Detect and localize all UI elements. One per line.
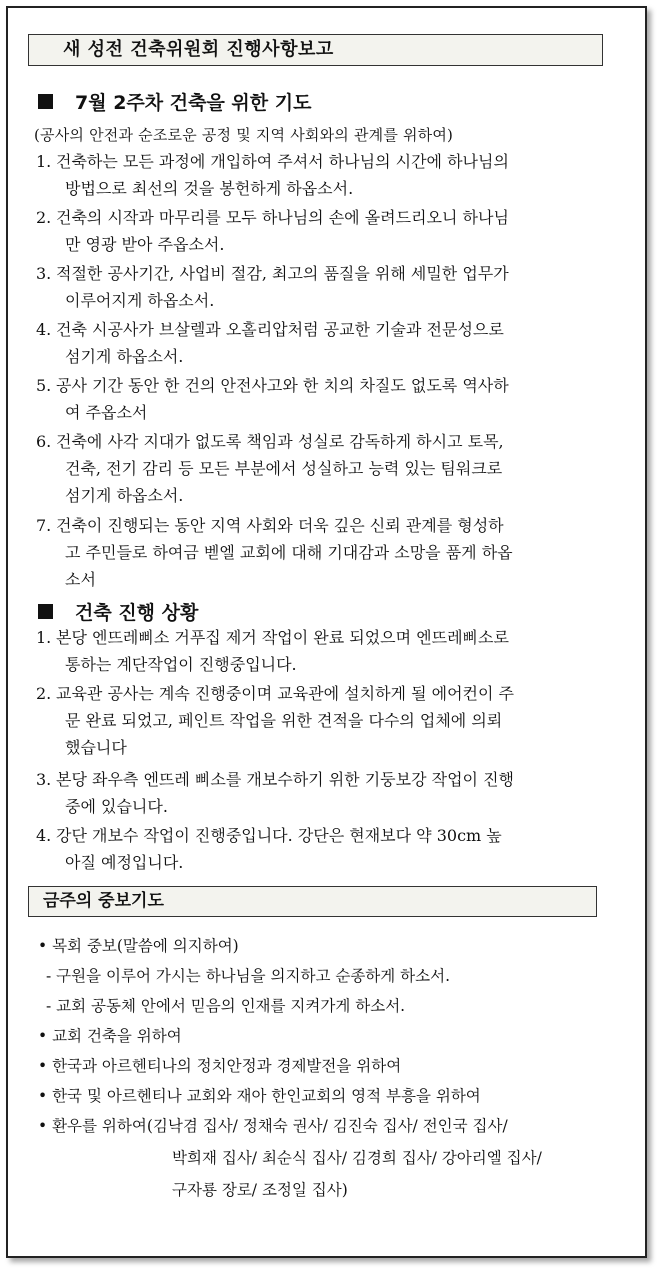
list-item [36, 512, 513, 593]
prayer-line: • 교회 건축을 위하여 [38, 1027, 182, 1045]
section-heading-progress [38, 598, 198, 625]
prayer-line: - 교회 공동체 안에서 믿음의 인재를 지켜가게 하소서. [46, 997, 406, 1015]
item-text: 공사 기간 동안 한 건의 안전사고와 한 치의 차질도 없도록 역사하 [56, 376, 509, 395]
list-item [36, 372, 509, 426]
item-text: 건축 시공사가 브살렐과 오홀리압처럼 공교한 기술과 전문성으로 [56, 320, 504, 339]
list-item [36, 260, 509, 314]
list-item [36, 316, 504, 370]
item-text: 본당 좌우측 엔뜨레 삐소를 개보수하기 위한 기둥보강 작업이 진행 [56, 770, 515, 789]
prayer-line: • 환우를 위하여(김낙겸 집사/ 정채숙 권사/ 김진숙 집사/ 전인국 집사/ [38, 1117, 508, 1135]
item-number: 3. [36, 770, 52, 789]
item-text: 소서 [65, 570, 96, 589]
section-heading-label: 7월 2주차 건축을 위한 기도 [75, 92, 312, 114]
list-item [36, 624, 509, 678]
item-text: 아질 예정입니다. [65, 853, 184, 872]
item-text: 건축하는 모든 과정에 개입하여 주셔서 하나님의 시간에 하나님의 [56, 152, 509, 171]
list-item [36, 766, 514, 820]
list-item [36, 822, 502, 876]
list-item [36, 680, 514, 761]
item-number: 1. [36, 628, 52, 647]
item-text: 건축이 진행되는 동안 지역 사회와 더욱 깊은 신뢰 관계를 형성하 [56, 516, 504, 535]
item-number: 2. [36, 684, 52, 703]
section-heading-label: 건축 진행 상황 [75, 602, 199, 624]
item-text: 고 주민들로 하여금 벧엘 교회에 대해 기대감과 소망을 품게 하옵 [65, 543, 513, 562]
prayer-line: 구자룡 장로/ 조정일 집사) [172, 1181, 348, 1199]
list-item [36, 148, 509, 202]
prayer-line: • 목회 중보(말씀에 의지하여) [38, 937, 239, 955]
item-number: 2. [36, 208, 52, 227]
prayer-line: • 한국 및 아르헨티나 교회와 재아 한인교회의 영적 부흥을 위하여 [38, 1087, 481, 1105]
item-number: 4. [36, 320, 52, 339]
item-text: 건축의 시작과 마무리를 모두 하나님의 손에 올려드리오니 하나님 [56, 208, 509, 227]
item-text: 통하는 계단작업이 진행중입니다. [65, 655, 297, 674]
prayer-line: 박희재 집사/ 최순식 집사/ 김경희 집사/ 강아리엘 집사/ [172, 1149, 542, 1167]
item-number: 7. [36, 516, 52, 535]
item-text: 했습니다 [65, 738, 127, 757]
item-text: 중에 있습니다. [65, 797, 168, 816]
item-number: 5. [36, 376, 52, 395]
prayer-line: - 구원을 이루어 가시는 하나님을 의지하고 순종하게 하소서. [46, 967, 451, 985]
item-text: 여 주옵소서 [65, 403, 148, 422]
item-number: 6. [36, 432, 52, 451]
item-text: 교육관 공사는 계속 진행중이며 교육관에 설치하게 될 에어컨이 주 [56, 684, 515, 703]
item-text: 이루어지게 하옵소서. [65, 291, 215, 310]
weekly-prayer-heading: 금주의 중보기도 [28, 886, 597, 917]
item-text: 문 완료 되었고, 페인트 작업을 위한 견적을 다수의 업체에 의뢰 [65, 711, 503, 730]
list-item [36, 204, 509, 258]
prayer-intro: (공사의 안전과 순조로운 공정 및 지역 사회와의 관계를 위하여) [34, 126, 454, 144]
prayer-line: • 한국과 아르헨티나의 정치안정과 경제발전을 위하여 [38, 1057, 402, 1075]
item-text: 본당 엔뜨레삐소 거푸집 제거 작업이 완료 되었으며 엔뜨레삐소로 [56, 628, 509, 647]
item-text: 강단 개보수 작업이 진행중입니다. 강단은 현재보다 약 30cm 높 [56, 826, 502, 845]
item-number: 3. [36, 264, 52, 283]
item-text: 적절한 공사기간, 사업비 절감, 최고의 품질을 위해 세밀한 업무가 [56, 264, 509, 283]
item-text: 건축에 사각 지대가 없도록 책임과 성실로 감독하게 하시고 토목, [56, 432, 504, 451]
square-bullet-icon [38, 94, 53, 109]
item-text: 건축, 전기 감리 등 모든 부분에서 성실하고 능력 있는 팀워크로 [65, 459, 503, 478]
item-text: 만 영광 받아 주옵소서. [65, 235, 225, 254]
item-text: 섬기게 하옵소서. [65, 347, 184, 366]
item-number: 4. [36, 826, 52, 845]
page-title: 새 성전 건축위원회 진행사항보고 [28, 34, 603, 66]
list-item [36, 428, 504, 509]
item-text: 방법으로 최선의 것을 봉헌하게 하옵소서. [65, 179, 354, 198]
section-heading-prayer [38, 88, 311, 115]
item-text: 섬기게 하옵소서. [65, 486, 184, 505]
item-number: 1. [36, 152, 52, 171]
square-bullet-icon [38, 604, 53, 619]
